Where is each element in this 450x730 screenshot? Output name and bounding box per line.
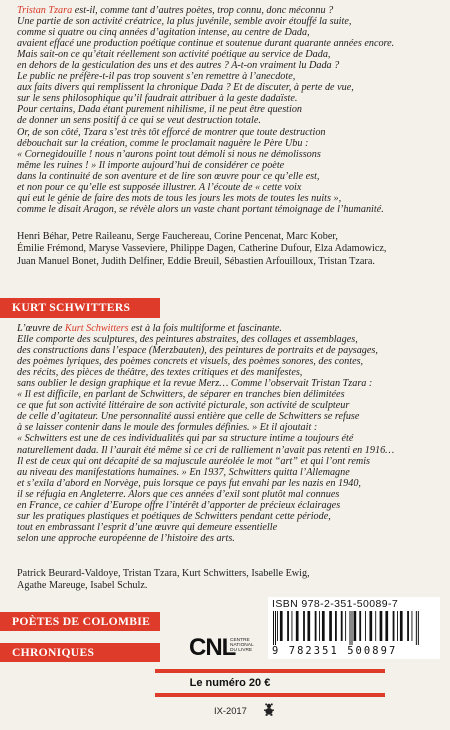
- text-line: et s’exila d’abord en Norvège, puis lorsque ce pays fut envahi par les nazis en 1940,: [17, 477, 361, 489]
- text-line: tout en embrassant l’esprit d’une œuvre qui demeure essentielle: [17, 521, 278, 533]
- section-heading-schwitters: KURT SCHWITTERS: [0, 298, 160, 318]
- price-rule-top: [155, 669, 385, 673]
- text-line: débouchait sur la création, comme le proclamait naguère le Père Ubu :: [17, 137, 309, 149]
- text-line: Une partie de son activité créatrice, la plus juvénile, semble avoir étouffé la suite,: [17, 16, 352, 28]
- text-line: et non pour ce qu’elle est supposée illustrer. A l’écoute de « cette voix: [17, 181, 302, 193]
- text-line: qui eut le génie de faire des mots de tous les jours les mots de toutes les nuits »,: [17, 192, 342, 204]
- text-line: « Cornegidouille ! nous n’aurons point tout démoli si nous ne démolissons: [17, 148, 321, 160]
- text-line: des poèmes lyriques, des poèmes concrets et visuels, des poèmes sonores, des contes,: [17, 356, 364, 368]
- schwitters-paragraph: [17, 323, 437, 544]
- contributors-list-tzara: [17, 231, 437, 268]
- price-label: Le numéro 20 €: [189, 677, 271, 689]
- cnl-logo: CNL: [189, 634, 236, 661]
- text-line: comme si quatre ou cinq années d’agitation intense, au centre de Dada,: [17, 27, 310, 39]
- text-line: sur le sens philosophique qu’il faudrait attribuer à la geste dadaïste.: [17, 93, 298, 105]
- contributor-line: Émilie Frémond, Maryse Vasseviere, Philippe Dagen, Catherine Dufour, Elza Adamowicz,: [17, 243, 387, 255]
- text-line: Elle comporte des sculptures, des peintures abstraites, des collages et assemblages,: [17, 334, 358, 346]
- schwitters-first-line: L’œuvre de Kurt Schwitters est à la fois multiforme et fascinante.: [17, 323, 282, 334]
- text-line: sans oublier le design graphique et la revue Merz… Comme l’observait Tristan Tzara :: [17, 378, 373, 390]
- cnl-caption: CENTRE NATIONAL DU LIVRE: [230, 638, 254, 654]
- text-line: « Schwitters est une de ces individualités qui par sa structure intime a toujours été: [17, 433, 354, 445]
- text-line: des récits, des pièces de théâtre, des textes critiques et des manifestes,: [17, 367, 303, 379]
- text-line: comme le disait Aragon, se révèle alors un vaste chant portant témoignage de l’humanité.: [17, 203, 384, 215]
- schwitters-lines: [17, 334, 437, 544]
- text-line: il se réfugia en Angleterre. Alors que ces années d’exil sont plutôt mal connues: [17, 488, 340, 500]
- text-line: Il est de ceux qui ont décapité de sa majuscule auréolée le mot “art” et qui l’ont remis: [17, 455, 371, 467]
- contributor-line: Agathe Mareuge, Isabel Schulz.: [17, 580, 148, 592]
- text-line: sur les pratiques plastiques et poétiques de Schwitters pendant cette période,: [17, 510, 331, 522]
- text-line: à se laisser contenir dans le moule des formules définies. » Et il ajoutait :: [17, 422, 318, 434]
- section-heading-chroniques: CHRONIQUES: [0, 643, 160, 662]
- text-line: de donner un sens positif à ce qui se veut destruction totale.: [17, 115, 261, 127]
- bear-icon: [262, 703, 276, 716]
- text-line: en dehors de la gesticulation des uns et des autres ? A-t-on vraiment lu Dada ?: [17, 60, 340, 72]
- text-line: Pour certains, Dada étant purement nihilisme, il ne peut être question: [17, 104, 303, 116]
- contributor-line: Juan Manuel Bonet, Judith Delfiner, Eddie Breuil, Sébastien Arfouilloux, Tristan Tzara.: [17, 255, 375, 267]
- text-line: Mais sait-on ce qu’était réellement son activité poétique au service de Dada,: [17, 49, 331, 61]
- barcode-icon: [271, 611, 437, 645]
- contributor-line: Henri Béhar, Petre Raileanu, Serge Fauchereau, Corine Pencenat, Marc Kober,: [17, 231, 338, 242]
- text-line: Or, de son côté, Tzara s’est très tôt efforcé de montrer que toute destruction: [17, 126, 326, 138]
- intro-paragraph: [17, 5, 437, 215]
- isbn-label: ISBN 978-2-351-50089-7: [272, 598, 399, 610]
- text-line: ce que fut son activité littéraire de son activité picturale, son activité de sculpteur: [17, 400, 350, 412]
- text-line: avaient effacé une production poétique continue et soutenue durant quarante années encore.: [17, 38, 395, 50]
- text-line: en France, ce cahier d’Europe offre l’intérêt d’apporter de précieux éclairages: [17, 499, 341, 511]
- text-line: dans la continuité de son aventure et de lire son œuvre pour ce qu’elle est,: [17, 170, 320, 182]
- author-name-tzara: Tristan Tzara: [17, 5, 73, 16]
- barcode-digits: 9 782351 500897: [272, 645, 398, 657]
- intro-lines: [17, 16, 437, 215]
- contributors-list-schwitters: [17, 568, 437, 593]
- text-line: même les ruines ! » Il importe aujourd’hui de considérer ce poète: [17, 159, 285, 171]
- text-line: selon une approche européenne de l’histoire des arts.: [17, 532, 235, 544]
- text-line: naturellement dada. Il l’aurait été même si ce cri de ralliement n’avait pas retenti en 1916…: [17, 444, 395, 456]
- author-name-schwitters: Kurt Schwitters: [64, 323, 129, 334]
- text-line: de celle d’agitateur. Une personnalité aussi entière que celle de Schwitters se refuse: [17, 411, 360, 423]
- text-line: Le public ne préfère-t-il pas trop souvent s’en remettre à l’anecdote,: [17, 71, 296, 83]
- text-line: des constructions dans l’espace (Merzbauten), des peintures de portraits et de paysages,: [17, 345, 378, 357]
- intro-first-line: Tristan Tzara est-il, comme tant d’autres poètes, trop connu, donc méconnu ?: [17, 5, 334, 16]
- contributor-line: Patrick Beurard-Valdoye, Tristan Tzara, Kurt Schwitters, Isabelle Ewig,: [17, 568, 310, 579]
- text-line: aux faits divers qui remplissent la chronique Dada ? Et de discuter, à perte de vue,: [17, 82, 354, 94]
- text-line: au niveau des manifestations humaines. » En 1937, Schwitters quitta l’Allemagne: [17, 466, 350, 478]
- text-line: « Il est difficile, en parlant de Schwitters, de séparer en tranches bien délimitées: [17, 389, 345, 401]
- price-rule-bottom: [155, 693, 385, 697]
- section-heading-colombie: POÈTES DE COLOMBIE: [0, 612, 160, 631]
- issue-code: IX-2017: [214, 705, 247, 716]
